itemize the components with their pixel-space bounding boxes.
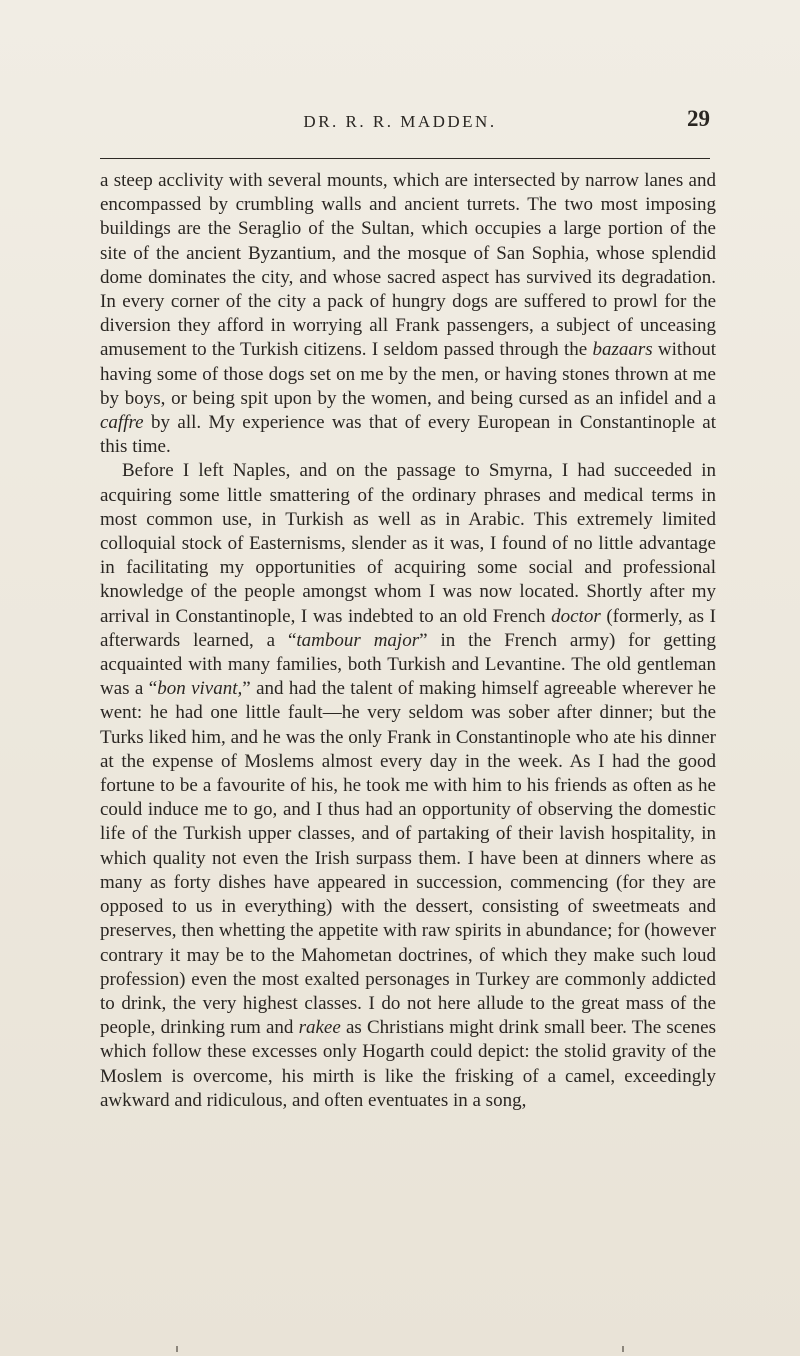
text-run: ” in the French army) for getting acquainted with many families, both Turkish and Levantine. The old gentleman was a “ [100, 629, 716, 700]
text-run: (formerly, as I afterwards learned, a “ [100, 605, 716, 651]
running-title: DR. R. R. MADDEN. [303, 112, 497, 131]
italic-text: bon vivant, [157, 678, 243, 700]
paragraph [100, 169, 716, 459]
italic-text: caffre [100, 412, 144, 434]
body-text [100, 169, 716, 1113]
running-head [0, 106, 800, 142]
text-run: as Christians might drink small beer. The scenes which follow these excesses only Hogarth could depict: the stolid gravity of the Moslem is overcome, his mirth is like the frisking of a camel, exceedingly awkward and ridiculous, and often eventuates in a song, [100, 1017, 716, 1111]
text-run: by all. My experience was that of every European in Constantinople at this time. [100, 412, 716, 458]
text-run: Before I left Naples, and on the passage to Smyrna, I had succeeded in acquiring some little smattering of the ordinary phrases and medical terms in most common use, in Turkish as well as in Arabic. This extremely limited colloquial stock of Easternisms, slender as it was, I found of no little advantage in facilitating my opportunities of acquiring some social and professional knowledge of the people amongst whom I was now located. Shortly after my arrival in Constantinople, I was indebted to an old French [100, 460, 716, 627]
italic-text: tambour major [296, 629, 420, 651]
italic-text: doctor [551, 605, 601, 627]
page-number: 29 [687, 106, 710, 131]
text-run: ” and had the talent of making himself agreeable wherever he went: he had one little fault—he very seldom was sober after dinner; but the Turks liked him, and he was the only Frank in Constantinople who ate his dinner at the expense of Moslems almost every day in the week. As I had the good fortune to be a favourite of his, he took me with him to his friends as often as he could induce me to go, and I thus had an opportunity of observing the domestic life of the Turkish upper classes, and of partaking of their lavish hospitality, in which quality not even the Irish surpass them. I have been at dinners where as many as forty dishes have appeared in succession, commencing (for they are opposed to us in everything) with the dessert, consisting of sweetmeats and preserves, then whetting the appetite with raw spirits in abundance; for (however contrary it may be to the Mahometan doctrines, of which they make such loud profession) even the most exalted personages in Turkey are commonly addicted to drink, the very highest classes. I do not here allude to the great mass of the people, drinking rum and [100, 678, 716, 1039]
italic-text: rakee [298, 1017, 341, 1039]
italic-text: bazaars [592, 339, 653, 361]
text-run: without having some of those dogs set on me by the men, or having stones thrown at me by boys, or being spit upon by the women, and being cursed as an infidel and a [100, 339, 716, 409]
text-run: a steep acclivity with several mounts, which are intersected by narrow lanes and encompassed by crumbling walls and ancient turrets. The two most imposing buildings are the Seraglio of the Sultan, which occupies a large portion of the site of the ancient Byzantium, and the mosque of San Sophia, whose splendid dome dominates the city, and whose sacred aspect has survived its degradation. In every corner of the city a pack of hungry dogs are suffered to prowl for the diversion they afford in worrying all Frank passengers, a subject of unceasing amusement to the Turkish citizens. I seldom passed through the [100, 170, 716, 361]
paragraph [100, 459, 716, 1112]
page-edge-mark [622, 1346, 624, 1352]
header-rule [100, 158, 710, 159]
page-edge-mark [176, 1346, 178, 1352]
